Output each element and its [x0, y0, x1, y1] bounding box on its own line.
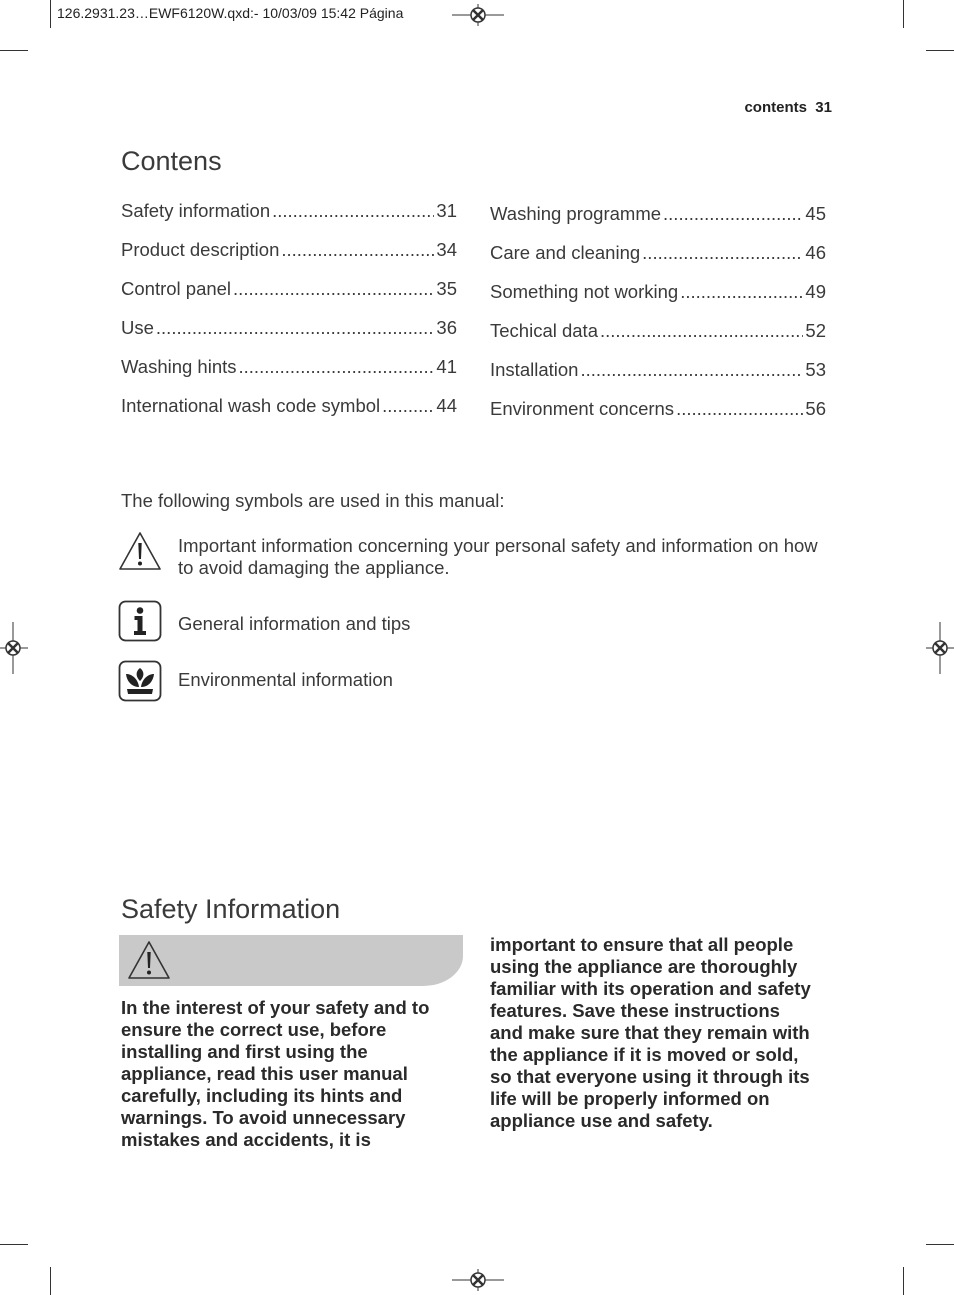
text-line: so that everyone using it through its: [490, 1066, 810, 1087]
warning-triangle-icon: [127, 939, 171, 981]
toc-entry-title: Techical data: [490, 320, 598, 341]
symbol-legend-text: General information and tips: [178, 613, 411, 634]
toc-entry-title: International wash code symbol: [121, 395, 381, 416]
toc-leader: [233, 278, 434, 300]
text-line: familiar with its operation and safety: [490, 978, 811, 999]
safety-text-col1: [121, 997, 429, 1151]
toc-entry-page: 56: [805, 398, 826, 419]
toc-entry-page: 45: [805, 203, 826, 224]
toc-entry-title: Safety information: [121, 200, 271, 221]
safety-title: Safety Information: [121, 894, 341, 924]
text-line: using the appliance are thoroughly: [490, 956, 798, 977]
toc-leader: [580, 359, 803, 381]
toc-entry[interactable]: [490, 281, 826, 320]
toc-entry-page: 31: [436, 200, 457, 221]
text-line: and make sure that they remain with: [490, 1022, 810, 1043]
symbol-legend-text: Important information concerning your personal safety and information on how to avoid damaging the appliance.: [178, 535, 818, 578]
toc-entry[interactable]: [121, 278, 457, 317]
running-head: contents 31: [744, 99, 832, 116]
text-line: mistakes and accidents, it is: [121, 1129, 371, 1150]
toc-leader: [676, 398, 803, 420]
toc-entry-title: Washing programme: [490, 203, 662, 224]
toc-entry-page: 36: [436, 317, 457, 338]
text-line: important to ensure that all people: [490, 934, 794, 955]
print-slug: 126.2931.23…EWF6120W.qxd:- 10/03/09 15:42 Página: [57, 5, 404, 21]
registration-mark-icon: [926, 622, 954, 674]
toc-left: [121, 200, 457, 434]
toc-entry-page: 34: [436, 239, 457, 260]
crop-mark: [926, 50, 954, 51]
toc-leader: [281, 239, 434, 261]
warning-banner: [119, 935, 463, 986]
toc-entry-page: 49: [805, 281, 826, 302]
symbol-legend-item: [118, 530, 818, 578]
text-line: warnings. To avoid unnecessary: [121, 1107, 406, 1128]
text-line: In the interest of your safety and to: [121, 997, 430, 1018]
toc-leader: [680, 281, 803, 303]
text-line: life will be properly informed on: [490, 1088, 770, 1109]
text-line: appliance, read this user manual: [121, 1063, 408, 1084]
toc-entry-title: Use: [121, 317, 154, 338]
toc-entry-title: Something not working: [490, 281, 679, 302]
toc-leader: [239, 356, 435, 378]
registration-mark-icon: [452, 1269, 504, 1291]
toc-leader: [272, 200, 434, 222]
symbol-legend-item: [118, 600, 411, 642]
registration-mark-icon: [0, 622, 28, 674]
toc-leader: [382, 395, 434, 417]
text-line: installing and first using the: [121, 1041, 368, 1062]
toc-entry[interactable]: [490, 320, 826, 359]
toc-entry-title: Washing hints: [121, 356, 237, 377]
crop-mark: [0, 50, 28, 51]
toc-entry-page: 35: [436, 278, 457, 299]
toc-entry-page: 53: [805, 359, 826, 380]
toc-right: [490, 203, 826, 437]
symbol-legend-text: Environmental information: [178, 669, 393, 690]
contents-title: Contens: [121, 146, 222, 176]
symbol-legend-item: [118, 660, 393, 702]
toc-leader: [642, 242, 803, 264]
toc-entry[interactable]: [121, 317, 457, 356]
toc-entry[interactable]: [121, 239, 457, 278]
toc-leader: [663, 203, 803, 225]
crop-mark: [903, 1267, 904, 1295]
toc-entry-title: Control panel: [121, 278, 232, 299]
warning-triangle-icon: [118, 530, 162, 572]
toc-leader: [156, 317, 435, 339]
toc-entry-page: 41: [436, 356, 457, 377]
toc-entry[interactable]: [490, 398, 826, 437]
toc-entry[interactable]: [121, 200, 457, 239]
symbols-intro: The following symbols are used in this manual:: [121, 490, 505, 511]
crop-mark: [926, 1244, 954, 1245]
crop-mark: [50, 0, 51, 28]
toc-entry-page: 44: [436, 395, 457, 416]
environment-icon: [118, 660, 162, 702]
text-line: carefully, including its hints and: [121, 1085, 403, 1106]
text-line: appliance use and safety.: [490, 1110, 713, 1131]
toc-entry[interactable]: [121, 395, 457, 434]
crop-mark: [0, 1244, 28, 1245]
text-line: the appliance if it is moved or sold,: [490, 1044, 799, 1065]
toc-entry-title: Installation: [490, 359, 579, 380]
toc-entry-title: Product description: [121, 239, 280, 260]
toc-entry-page: 46: [805, 242, 826, 263]
text-line: ensure the correct use, before: [121, 1019, 387, 1040]
crop-mark: [903, 0, 904, 28]
toc-leader: [600, 320, 803, 342]
toc-entry[interactable]: [490, 203, 826, 242]
info-icon: [118, 600, 162, 642]
crop-mark: [50, 1267, 51, 1295]
toc-entry-title: Environment concerns: [490, 398, 675, 419]
toc-entry-page: 52: [805, 320, 826, 341]
toc-entry[interactable]: [490, 359, 826, 398]
toc-entry[interactable]: [490, 242, 826, 281]
registration-mark-icon: [452, 4, 504, 26]
safety-text-col2: [490, 934, 811, 1132]
text-line: features. Save these instructions: [490, 1000, 780, 1021]
toc-entry-title: Care and cleaning: [490, 242, 641, 263]
toc-entry[interactable]: [121, 356, 457, 395]
